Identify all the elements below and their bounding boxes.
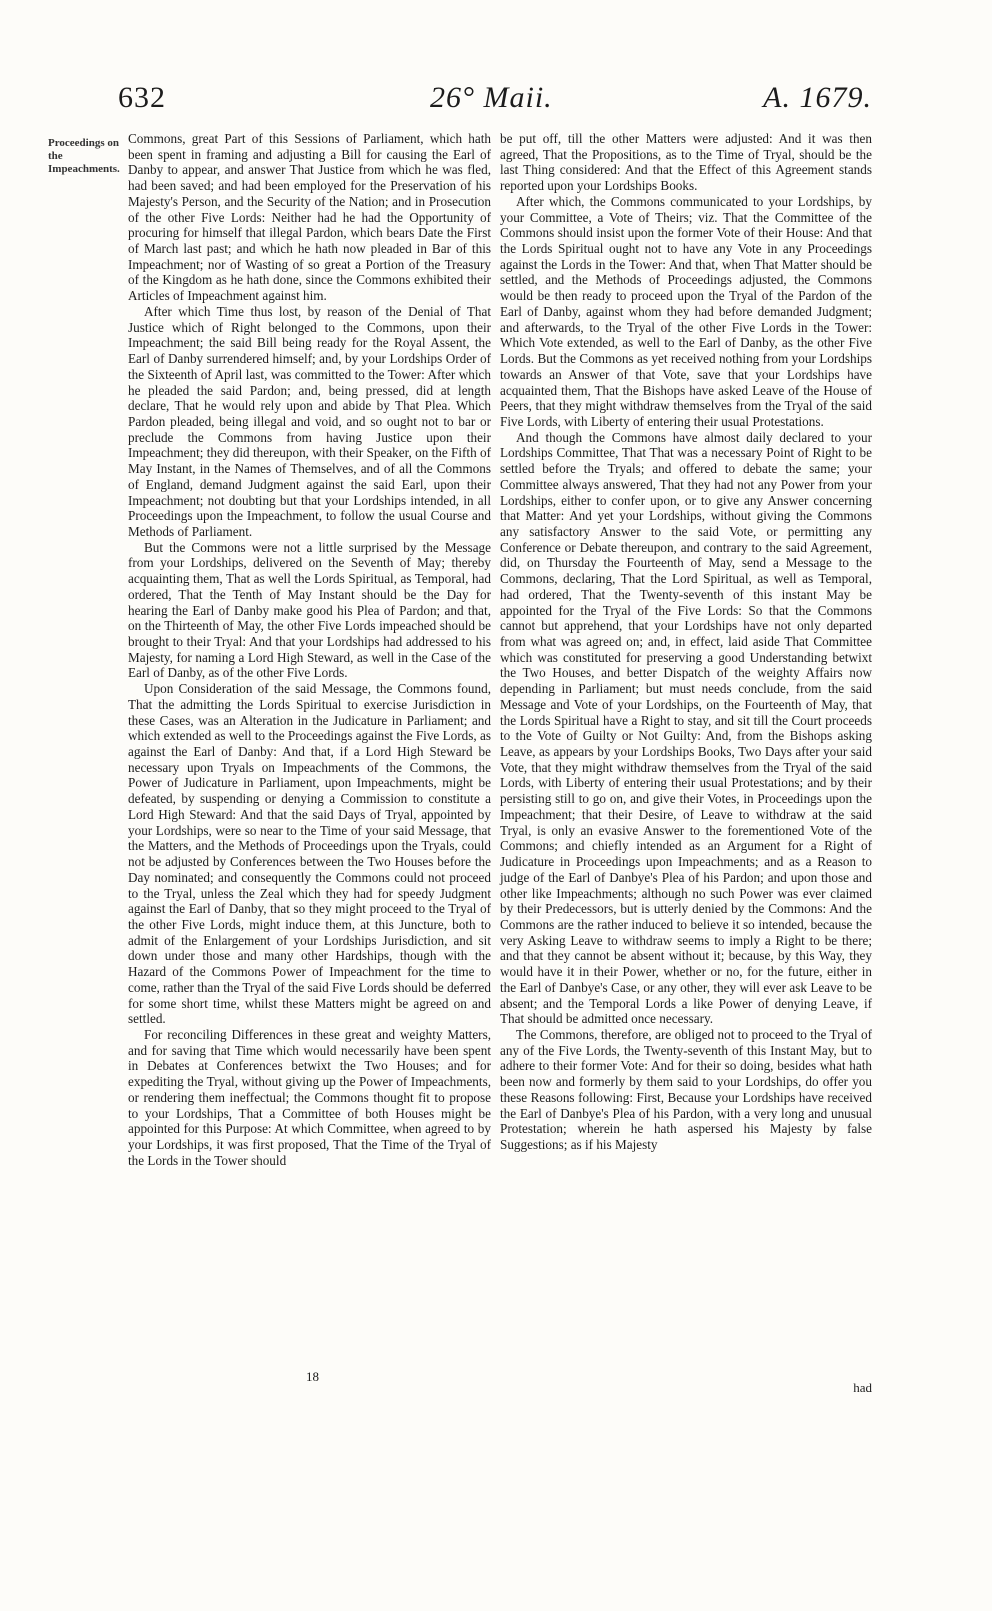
page-number: 632 [118, 81, 166, 114]
paragraph: After which, the Commons communicated to your Lordships, by your Committee, a Vote of Theirs; viz. That the Committee of the Commons should insist upon the former Vote of their House: And that the Lords Spiritual ought not to have any Vote in any Proceedings against the Lords in the Tower: And that, when That Matter should be settled, and the Methods of Proceedings adjusted, the Commons would be then ready to proceed upon the Tryal of the Pardon of the Earl of Danby, against whom they had before demanded Judgment; and afterwards, to the Tryal of the other Five Lords in the Tower: Which Vote extended, as well to the Earl of Danby, as the other Five Lords. But the Commons as yet received nothing from your Lordships towards an Answer of that Vote, save that your Lordships have acquainted them, That the Bishops have asked Leave of the House of Peers, that they might withdraw themselves from the Tryal of the said Five Lords, with Liberty of entering their usual Protestations. [500, 193, 872, 429]
paragraph: For reconciling Differences in these great and weighty Matters, and for saving that Time which would necessarily have been spent in Debates at Conferences betwixt the Two Houses; and for expediting the Tryal, without giving up the Power of Impeachments, or rendering them ineffectual; the Commons thought fit to propose to your Lordships, That a Committee of both Houses might be appointed for this Purpose: At which Committee, when agreed to by your Lordships, it was first proposed, That the Time of the Tryal of the Lords in the Tower should [128, 1026, 491, 1168]
paragraph: But the Commons were not a little surprised by the Message from your Lordships, delivered on the Seventh of May; thereby acquainting them, That as well the Lords Spiritual, as Temporal, had ordered, That the Tenth of May Instant should be the Day for hearing the Earl of Danby make good his Plea of Pardon; and that, on the Thirteenth of May, the other Five Lords impeached should be brought to their Tryal: And that your Lordships had addressed to his Majesty, for naming a Lord High Steward, as well in the Case of the Earl of Danby, as of the other Five Lords. [128, 539, 491, 681]
margin-note: Proceedings on the Impeachments. [48, 137, 120, 175]
paragraph: Upon Consideration of the said Message, the Commons found, That the admitting the Lords Spiritual to exercise Jurisdiction in these Cases, was an Alteration in the Judicature in Parliament; and which extended as well to the Proceedings against the Five Lords, as against the Earl of Danby: And that, if a Lord High Steward be necessary upon Tryals on Impeachments of the Commons, the Power of Judicature in Parliament, upon Impeachments, might be defeated, by suspending or denying a Commission to constitute a Lord High Steward: And that the said Days of Tryal, appointed by your Lordships, were so near to the Time of your said Message, that the Matters, and the Methods of Proceedings upon the Tryals, could not be adjusted by Conferences between the Two Houses before the Day nominated; and consequently the Commons could not proceed to the Tryal, unless the Zeal which they had for speedy Judgment against the Earl of Danby, that so they might proceed to the Tryal of the other Five Lords, might induce them, at this Juncture, both to admit of the Enlargement of your Lordships Jurisdiction, and sit down under those and many other Hardships, though with the Hazard of the Commons Power of Impeachment for the time to come, rather than the Tryal of the said Five Lords should be deferred for some short time, whilst these Matters might be agreed on and settled. [128, 681, 491, 1027]
signature-mark: 18 [306, 1369, 319, 1384]
paragraph: Commons, great Part of this Sessions of Parliament, which hath been spent in framing and adjusting a Bill for causing the Earl of Danby to appear, and answer That Justice from which he was fled, had been saved; and had been employed for the Preservation of his Majesty's Person, and the Security of the Nation; and in Prosecution of the other Five Lords: Neither had he had the Opportunity of procuring for himself that illegal Pardon, which bears Date the First of March last past; and which he hath now pleaded in Bar of this Impeachment; nor of Wasting of so great a Portion of the Treasury of the Kingdom as he hath done, since the Commons exhibited their Articles of Impeachment against him. [128, 131, 491, 304]
paragraph: be put off, till the other Matters were adjusted: And it was then agreed, That the Propositions, as to the Time of Tryal, should be the last Thing considered: And that the Effect of this Agreement stands reported upon your Lordships Books. [500, 131, 872, 194]
running-year: A. 1679. [763, 81, 872, 114]
paragraph: After which Time thus lost, by reason of the Denial of That Justice which of Right belonged to the Commons, upon their Impeachment; the said Bill being ready for the Royal Assent, the Earl of Danby surrendered himself; and, by your Lordships Order of the Sixteenth of April last, was committed to the Tower: After which he pleaded the said Pardon; and, being pressed, did at length declare, That he would rely upon and abide by That Plea. Which Pardon pleaded, being illegal and void, and so ought not to bar or preclude the Commons from having Justice upon their Impeachment; they did thereupon, with their Speaker, on the Fifth of May Instant, in the Names of Themselves, and of all the Commons of England, demand Judgment against the said Earl, upon their Impeachment; not doubting but that your Lordships intended, in all Proceedings upon the Impeachment, to follow the usual Course and Methods of Parliament. [128, 303, 491, 539]
running-date: 26° Maii. [430, 81, 553, 114]
left-column [128, 131, 491, 1168]
catchword: had [853, 1380, 872, 1395]
paragraph: The Commons, therefore, are obliged not to proceed to the Tryal of any of the Five Lords, the Twenty-seventh of this Instant May, but to adhere to their former Vote: And for their so doing, besides what hath been now and formerly by them said to your Lordships, do offer you these Reasons following: First, Because your Lordships have received the Earl of Danbye's Plea of his Pardon, with a very long and unusual Protestation; wherein he hath aspersed his Majesty by false Suggestions; as if his Majesty [500, 1026, 872, 1152]
paragraph: And though the Commons have almost daily declared to your Lordships Committee, That That was a necessary Point of Right to be settled before the Tryals; and offered to debate the same; your Committee always answered, That they had not any Power from your Lordships, either to confer upon, or to give any Answer concerning that Matter: And yet your Lordships, without giving the Commons any satisfactory Answer to the said Vote, or permitting any Conference or Debate thereupon, and contrary to the said Agreement, did, on Thursday the Fourteenth of May, send a Message to the Commons, declaring, That the Lord Spiritual, as well as Temporal, had ordered, That the Twenty-seventh of this instant May be appointed for the Tryal of the Five Lords: So that the Commons cannot but apprehend, that your Lordships have not only departed from what was agreed on; and, in effect, laid aside That Committee which was constituted for preserving a good Understanding betwixt the Two Houses, and better Dispatch of the weighty Affairs now depending in Parliament; but must needs conclude, from the said Message and Vote of your Lordships, on the Fourteenth of May, that the Lords Spiritual have a Right to stay, and sit till the Court proceeds to the Vote of Guilty or Not Guilty: And, from the Bishops asking Leave, as appears by your Lordships Books, Two Days after your said Vote, that they might withdraw themselves from the Tryal of the said Lords, with Liberty of entering their usual Protestations; and by their persisting still to go on, and give their Votes, in Proceedings upon the Impeachment; that their Desire, of Leave to withdraw at the said Tryal, is only an evasive Answer to the forementioned Vote of the Commons; and chiefly intended as an Argument for a Right of Judicature in Proceedings upon Impeachments; and as a Reason to judge of the Earl of Danbye's Plea of his Pardon; and upon those and other like Impeachments; although no such Power was ever claimed by their Predecessors, but is utterly denied by the Commons: And the Commons are the rather induced to believe it so intended, because the very Asking Leave to withdraw seems to imply a Right to be there; and that they cannot be absent without it; because, by this Way, they would have it in their Power, whether or no, for the future, either in the Earl of Danbye's Case, or any other, they will ever ask Leave to be absent; and the Temporal Lords a like Power of denying Leave, if That should be admitted once necessary. [500, 429, 872, 1027]
right-column [500, 131, 872, 1153]
